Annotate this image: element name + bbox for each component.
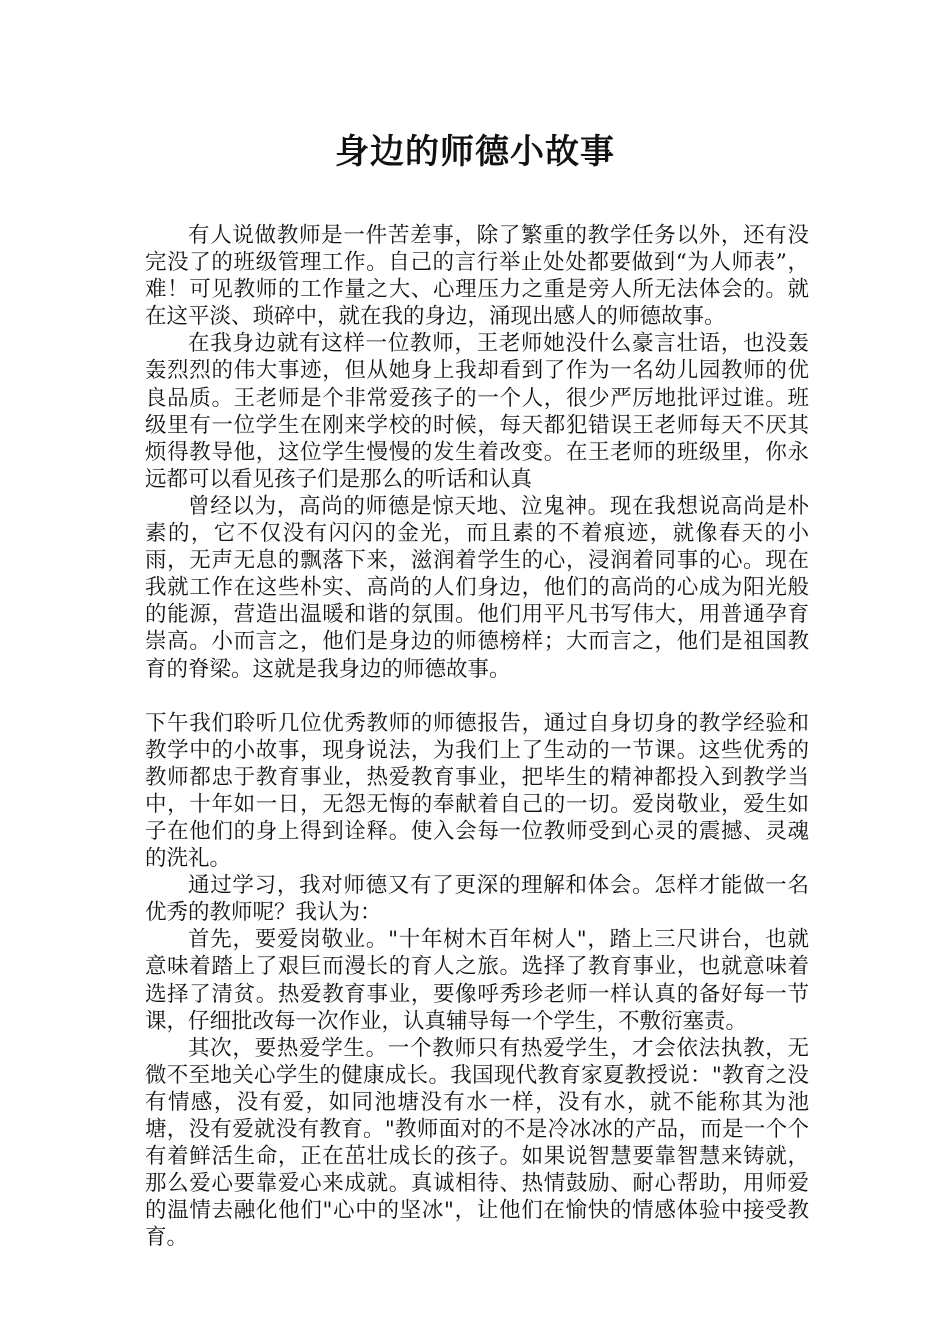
- paragraph-understanding: 通过学习，我对师德又有了更深的理解和体会。怎样才能做一名优秀的教师呢？我认为：: [145, 873, 809, 926]
- paragraph-intro: 有人说做教师是一件苦差事，除了繁重的教学任务以外，还有没完没了的班级管理工作。自己的言行举止处处都要做到“为人师表”，难！可见教师的工作量之大、心理压力之重是旁人所无法体会的。就在这平淡、琐碎中，就在我的身边，涌现出感人的师德故事。: [145, 223, 809, 330]
- paragraph-noble-ethics: 曾经以为，高尚的师德是惊天地、泣鬼神。现在我想说高尚是朴素的，它不仅没有闪闪的金光，而且素的不着痕迹，就像春天的小雨，无声无息的飘落下来，滋润着学生的心，浸润着同事的心。现在我就工作在这些朴实、高尚的人们身边，他们的高尚的心成为阳光般的能源，营造出温暖和谐的氛围。他们用平凡书写伟大，用普通孕育崇高。小而言之，他们是身边的师德榜样；大而言之，他们是祖国教育的脊梁。这就是我身边的师德故事。: [145, 493, 809, 682]
- document-body: [145, 222, 809, 1251]
- paragraph-second-point: 其次，要热爱学生。一个教师只有热爱学生，才会依法执教，无微不至地关心学生的健康成长。我国现代教育家夏教授说："教育之没有情感，没有爱，如同池塘没有水一样，没有水，就不能称其为池塘，没有爱就没有教育。"教师面对的不是冷冰冰的产品，而是一个个有着鲜活生命，正在茁壮成长的孩子。如果说智慧要靠智慧来铸就，那么爱心要靠爱心来成就。真诚相待、热情鼓励、耐心帮助，用师爱的温情去融化他们"心中的坚冰"，让他们在愉快的情感体验中接受教育。: [145, 1035, 809, 1251]
- paragraph-first-point: 首先，要爱岗敬业。"十年树木百年树人"，踏上三尺讲台，也就意味着踏上了艰巨而漫长的育人之旅。选择了教育事业，也就意味着选择了清贫。热爱教育事业，要像呼秀珍老师一样认真的备好每一节课，仔细批改每一次作业，认真辅导每一个学生，不敷衍塞责。: [145, 927, 809, 1034]
- paragraph-gap: [145, 683, 809, 710]
- document-title: 身边的师德小故事: [335, 132, 615, 172]
- paragraph-teacher-wang: 在我身边就有这样一位教师，王老师她没什么豪言壮语，也没轰轰烈烈的伟大事迹，但从她身上我却看到了作为一名幼儿园教师的优良品质。王老师是个非常爱孩子的一个人，很少严厉地批评过谁。班级里有一位学生在刚来学校的时候，每天都犯错误王老师每天不厌其烦得教导他，这位学生慢慢的发生着改变。在王老师的班级里，你永远都可以看见孩子们是那么的听话和认真: [145, 331, 809, 492]
- paragraph-report: 下午我们聆听几位优秀教师的师德报告，通过自身切身的教学经验和教学中的小故事，现身说法，为我们上了生动的一节课。这些优秀的教师都忠于教育事业，热爱教育事业，把毕生的精神都投入到教学当中，十年如一日，无怨无悔的奉献着自己的一切。爱岗敬业，爱生如子在他们的身上得到诠释。使入会每一位教师受到心灵的震撼、灵魂的洗礼。: [145, 710, 809, 872]
